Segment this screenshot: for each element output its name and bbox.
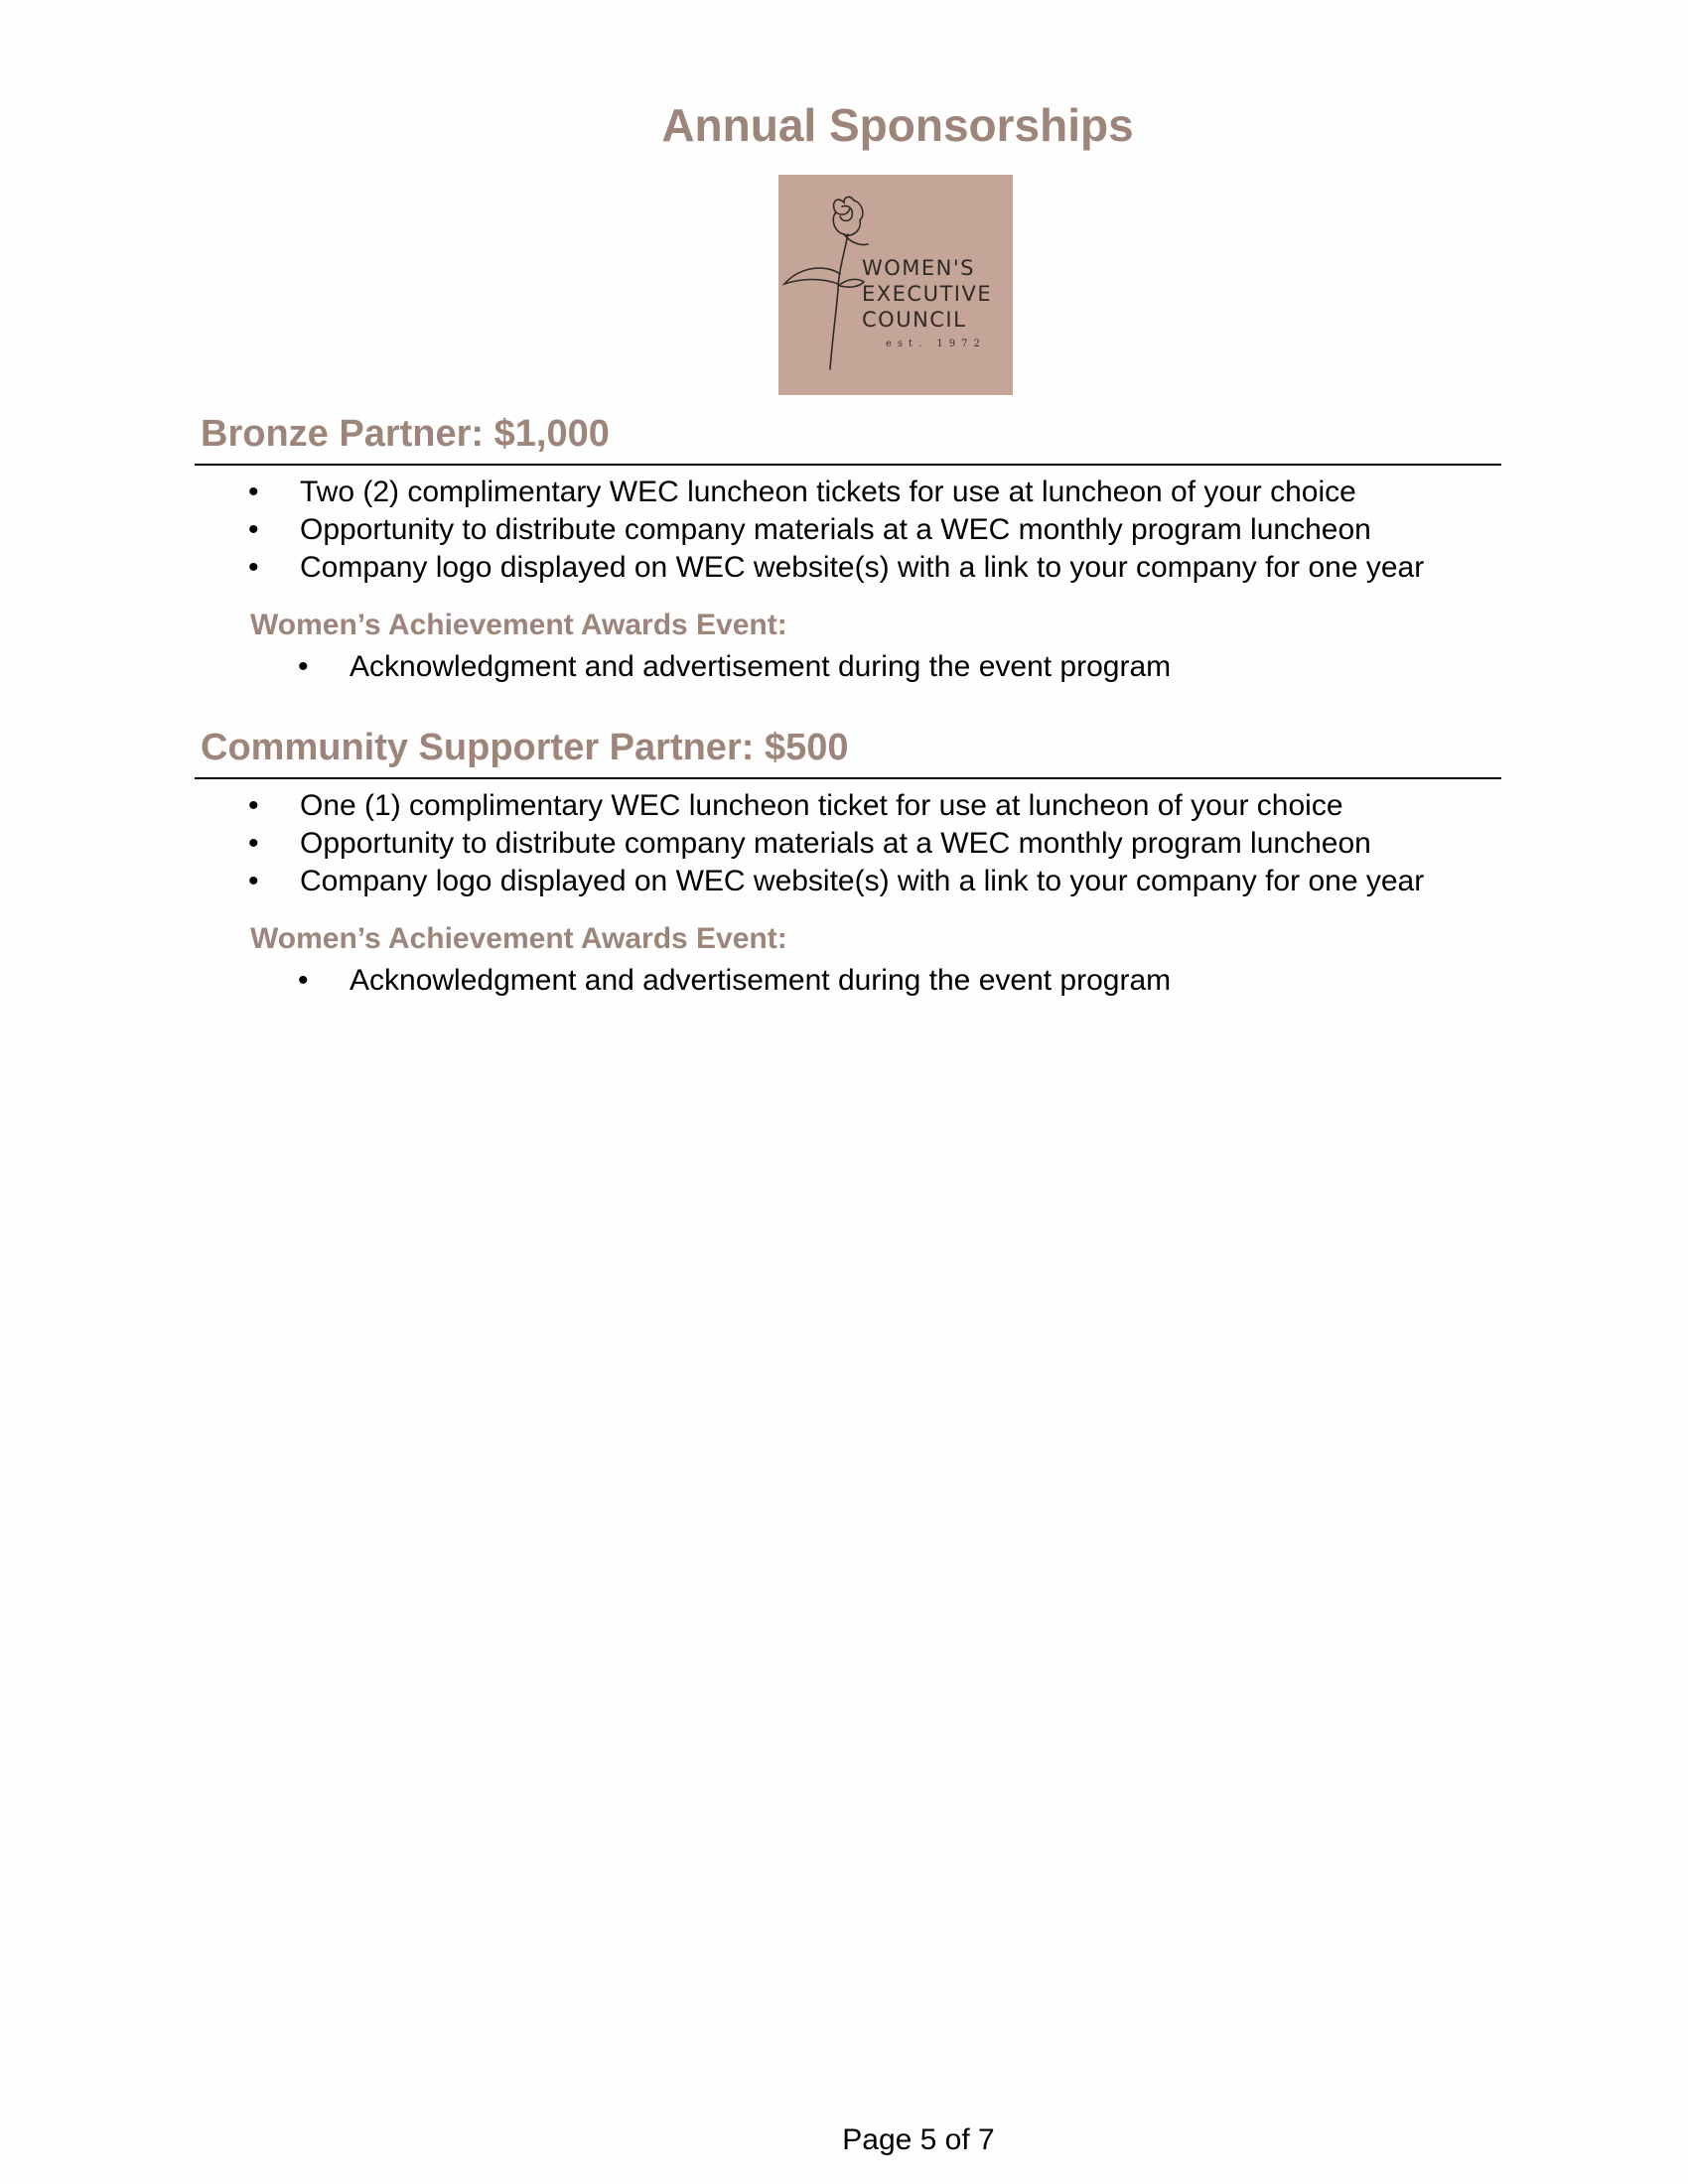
list-item: • Opportunity to distribute company materials at a WEC monthly program luncheon	[195, 825, 1501, 863]
logo-line-2: EXECUTIVE	[862, 282, 993, 306]
event-subheading: Women’s Achievement Awards Event:	[250, 609, 787, 641]
logo-line-3: COUNCIL	[862, 308, 967, 332]
wec-logo	[778, 175, 1013, 395]
list-item: • Two (2) complimentary WEC luncheon tickets for use at luncheon of your choice	[195, 474, 1501, 511]
list-item: • Opportunity to distribute company materials at a WEC monthly program luncheon	[195, 511, 1501, 549]
benefit-list	[195, 787, 1501, 900]
section-heading: Community Supporter Partner: $500	[201, 727, 849, 768]
benefit-list	[195, 474, 1501, 587]
logo-est: est. 1972	[886, 339, 986, 349]
community-supporter-section	[195, 725, 1501, 1000]
event-subheading: Women’s Achievement Awards Event:	[250, 922, 787, 955]
list-item: • Company logo displayed on WEC website(s) with a link to your company for one year	[195, 549, 1501, 587]
list-item: • Company logo displayed on WEC website(s) with a link to your company for one year	[195, 863, 1501, 900]
list-item: • Acknowledgment and advertisement during the event program	[195, 962, 1501, 1000]
list-item: • One (1) complimentary WEC luncheon ticket for use at luncheon of your choice	[195, 787, 1501, 825]
page-title: Annual Sponsorships	[661, 99, 1134, 151]
list-item: • Acknowledgment and advertisement during the event program	[195, 648, 1501, 686]
event-benefit-list	[195, 648, 1501, 686]
event-benefit-list	[195, 962, 1501, 1000]
section-divider	[195, 777, 1501, 779]
section-divider	[195, 464, 1501, 466]
section-heading: Bronze Partner: $1,000	[201, 413, 610, 455]
bronze-section	[195, 411, 1501, 686]
page-footer: Page 5 of 7	[842, 2123, 995, 2156]
logo-line-1: WOMEN'S	[862, 256, 975, 280]
